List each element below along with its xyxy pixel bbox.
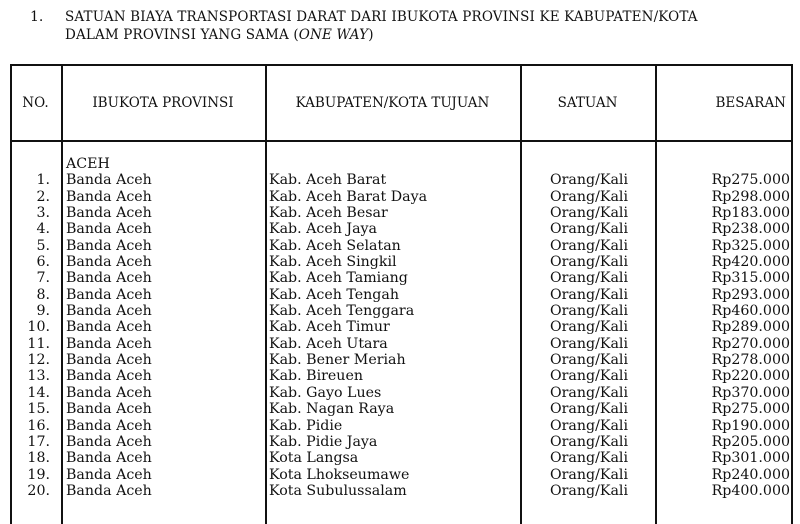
table-row	[10, 172, 793, 188]
province-group-row	[10, 156, 793, 172]
row-tujuan: Kab. Bener Meriah	[269, 352, 406, 369]
column-header-tujuan: KABUPATEN/KOTA TUJUAN	[295, 94, 490, 111]
row-ibukota: Banda Aceh	[66, 368, 152, 385]
row-tujuan: Kab. Aceh Timur	[269, 319, 390, 336]
row-satuan: Orang/Kali	[549, 401, 628, 418]
column-header-besaran: BESARAN	[715, 94, 786, 111]
row-number: 6.	[36, 254, 50, 271]
row-number: 20.	[27, 482, 50, 499]
row-satuan: Orang/Kali	[549, 384, 628, 401]
row-ibukota: Banda Aceh	[66, 450, 152, 467]
row-besaran: Rp205.000	[711, 433, 790, 450]
table-body	[10, 156, 793, 499]
row-number: 14.	[27, 384, 50, 401]
row-satuan: Orang/Kali	[549, 221, 628, 238]
row-tujuan: Kab. Aceh Singkil	[269, 254, 397, 271]
row-number: 4.	[36, 221, 50, 238]
row-satuan: Orang/Kali	[549, 286, 628, 303]
row-ibukota: Banda Aceh	[66, 466, 152, 483]
row-satuan: Orang/Kali	[549, 466, 628, 483]
row-besaran: Rp400.000	[711, 482, 790, 499]
row-besaran: Rp190.000	[711, 417, 790, 434]
row-tujuan: Kota Langsa	[269, 450, 359, 467]
row-tujuan: Kota Subulussalam	[269, 482, 407, 499]
row-number: 11.	[27, 335, 50, 352]
row-number: 2.	[36, 188, 50, 205]
row-besaran: Rp298.000	[711, 188, 790, 205]
row-satuan: Orang/Kali	[549, 319, 628, 336]
row-ibukota: Banda Aceh	[66, 482, 152, 499]
row-tujuan: Kab. Pidie	[269, 417, 343, 434]
row-ibukota: Banda Aceh	[66, 303, 152, 320]
table-row	[10, 368, 793, 384]
heading-title-line-2	[65, 26, 698, 44]
table-row	[10, 205, 793, 221]
row-number: 7.	[36, 270, 50, 287]
column-header-ibukota: IBUKOTA PROVINSI	[92, 94, 234, 111]
row-satuan: Orang/Kali	[549, 172, 628, 189]
heading-number: 1.	[30, 9, 44, 25]
row-satuan: Orang/Kali	[549, 335, 628, 352]
heading-title	[65, 8, 698, 44]
row-number: 13.	[27, 368, 50, 385]
row-ibukota: Banda Aceh	[66, 254, 152, 271]
row-tujuan: Kab. Aceh Jaya	[269, 221, 378, 238]
data-rows	[10, 172, 793, 499]
row-number: 8.	[36, 286, 50, 303]
table-row	[10, 254, 793, 270]
row-besaran: Rp301.000	[711, 450, 790, 467]
row-number: 19.	[27, 466, 50, 483]
row-tujuan: Kab. Aceh Tamiang	[269, 270, 408, 287]
row-ibukota: Banda Aceh	[66, 417, 152, 434]
row-tujuan: Kab. Aceh Utara	[269, 335, 388, 352]
table-row	[10, 319, 793, 335]
table-row	[10, 352, 793, 368]
table-row	[10, 189, 793, 205]
row-ibukota: Banda Aceh	[66, 237, 152, 254]
row-number: 3.	[36, 205, 50, 222]
row-besaran: Rp293.000	[711, 286, 790, 303]
row-satuan: Orang/Kali	[549, 417, 628, 434]
heading-line-2-prefix: DALAM PROVINSI YANG SAMA (	[65, 27, 299, 43]
table-row	[10, 287, 793, 303]
row-satuan: Orang/Kali	[549, 368, 628, 385]
row-besaran: Rp460.000	[711, 303, 790, 320]
table-row	[10, 221, 793, 237]
row-ibukota: Banda Aceh	[66, 401, 152, 418]
column-header-satuan: SATUAN	[557, 94, 618, 111]
row-satuan: Orang/Kali	[549, 237, 628, 254]
table-row	[10, 385, 793, 401]
row-number: 15.	[27, 401, 50, 418]
table-row	[10, 467, 793, 483]
row-ibukota: Banda Aceh	[66, 205, 152, 222]
row-besaran: Rp270.000	[711, 335, 790, 352]
row-besaran: Rp420.000	[711, 254, 790, 271]
row-satuan: Orang/Kali	[549, 433, 628, 450]
row-number: 17.	[27, 433, 50, 450]
row-satuan: Orang/Kali	[549, 482, 628, 499]
row-tujuan: Kota Lhokseumawe	[269, 466, 410, 483]
row-tujuan: Kab. Aceh Tenggara	[269, 303, 415, 320]
row-ibukota: Banda Aceh	[66, 433, 152, 450]
row-satuan: Orang/Kali	[549, 188, 628, 205]
row-number: 1.	[36, 172, 50, 189]
table-row	[10, 238, 793, 254]
table-row	[10, 303, 793, 319]
table-row	[10, 401, 793, 417]
table-row	[10, 418, 793, 434]
heading-line-2-suffix: )	[368, 27, 374, 43]
heading-title-line-1: SATUAN BIAYA TRANSPORTASI DARAT DARI IBUKOTA PROVINSI KE KABUPATEN/KOTA	[65, 9, 698, 25]
row-ibukota: Banda Aceh	[66, 319, 152, 336]
row-tujuan: Kab. Pidie Jaya	[269, 433, 378, 450]
province-group-label: ACEH	[66, 156, 110, 172]
row-ibukota: Banda Aceh	[66, 221, 152, 238]
row-number: 9.	[36, 303, 50, 320]
row-ibukota: Banda Aceh	[66, 286, 152, 303]
row-ibukota: Banda Aceh	[66, 384, 152, 401]
row-besaran: Rp238.000	[711, 221, 790, 238]
row-satuan: Orang/Kali	[549, 303, 628, 320]
table-row	[10, 450, 793, 466]
table-row	[10, 483, 793, 499]
row-number: 16.	[27, 417, 50, 434]
transport-cost-table	[10, 64, 793, 524]
table-row	[10, 434, 793, 450]
column-header-no: NO.	[22, 94, 49, 111]
row-number: 10.	[27, 319, 50, 336]
row-ibukota: Banda Aceh	[66, 188, 152, 205]
row-satuan: Orang/Kali	[549, 205, 628, 222]
row-ibukota: Banda Aceh	[66, 335, 152, 352]
row-besaran: Rp240.000	[711, 466, 790, 483]
table-row	[10, 336, 793, 352]
row-besaran: Rp370.000	[711, 384, 790, 401]
row-satuan: Orang/Kali	[549, 254, 628, 271]
row-besaran: Rp325.000	[711, 237, 790, 254]
table-row	[10, 270, 793, 286]
row-besaran: Rp289.000	[711, 319, 790, 336]
row-besaran: Rp183.000	[711, 205, 790, 222]
row-tujuan: Kab. Aceh Besar	[269, 205, 388, 222]
row-tujuan: Kab. Nagan Raya	[269, 401, 395, 418]
row-tujuan: Kab. Gayo Lues	[269, 384, 382, 401]
row-ibukota: Banda Aceh	[66, 172, 152, 189]
row-number: 18.	[27, 450, 50, 467]
row-tujuan: Kab. Bireuen	[269, 368, 363, 385]
row-satuan: Orang/Kali	[549, 352, 628, 369]
row-tujuan: Kab. Aceh Barat Daya	[269, 188, 428, 205]
row-besaran: Rp275.000	[711, 172, 790, 189]
row-tujuan: Kab. Aceh Selatan	[269, 237, 401, 254]
row-number: 12.	[27, 352, 50, 369]
row-besaran: Rp315.000	[711, 270, 790, 287]
row-besaran: Rp220.000	[711, 368, 790, 385]
row-ibukota: Banda Aceh	[66, 352, 152, 369]
row-satuan: Orang/Kali	[549, 450, 628, 467]
document-heading	[0, 8, 800, 48]
heading-line-2-italic: ONE WAY	[298, 27, 369, 43]
row-tujuan: Kab. Aceh Barat	[269, 172, 387, 189]
row-besaran: Rp278.000	[711, 352, 790, 369]
row-satuan: Orang/Kali	[549, 270, 628, 287]
row-besaran: Rp275.000	[711, 401, 790, 418]
row-ibukota: Banda Aceh	[66, 270, 152, 287]
row-number: 5.	[36, 237, 50, 254]
row-tujuan: Kab. Aceh Tengah	[269, 286, 399, 303]
